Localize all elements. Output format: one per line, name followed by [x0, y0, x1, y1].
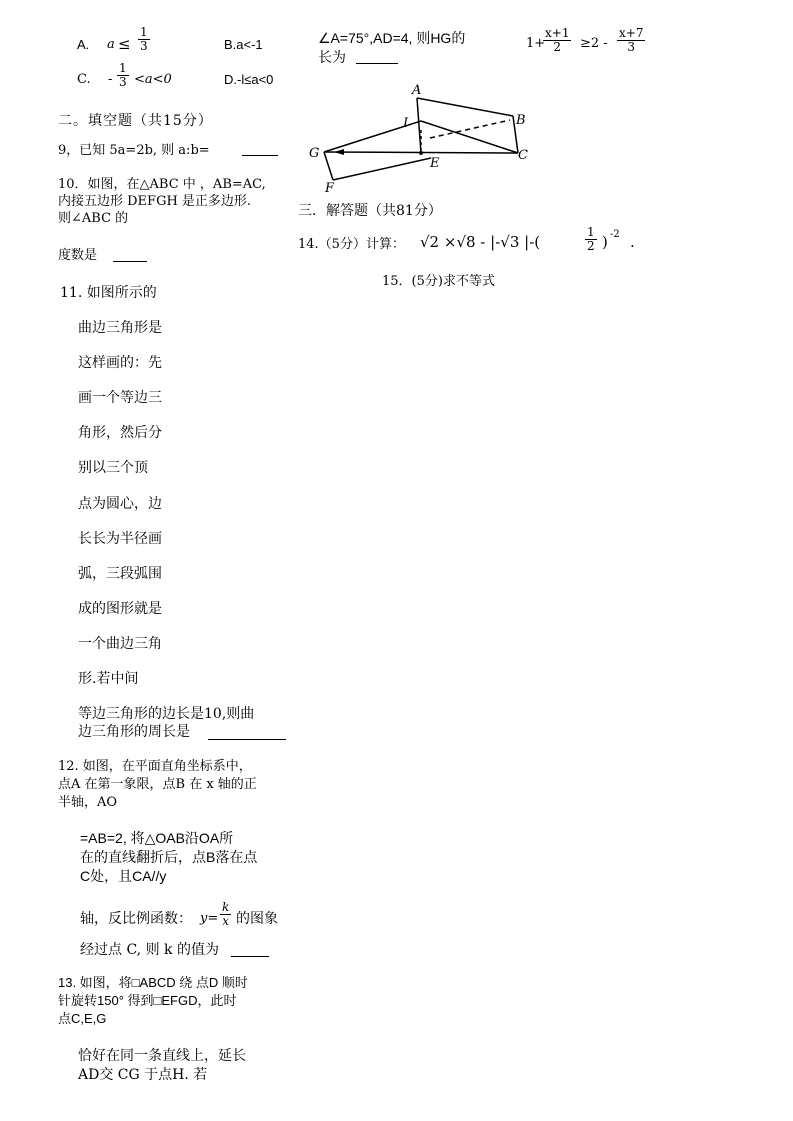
q9-text: 9，已知 5a=2b, 则 a:b= — [58, 143, 210, 158]
q10-line3: 则∠ABC 的 — [58, 211, 129, 226]
q13-continued: ∠A=75°,AD=4, 则HG的 — [318, 30, 466, 46]
option-a-lhs: a — [107, 37, 115, 52]
q12-line1: 12. 如图，在平面直角坐标系中， — [58, 759, 252, 774]
q13-continued-2: 长为 — [318, 49, 346, 65]
segment-fe — [333, 158, 431, 180]
inequality-fraction-2 — [617, 27, 645, 54]
segment-ab — [417, 98, 513, 116]
option-a-denominator: 3 — [140, 39, 148, 53]
q13-answer-blank — [356, 63, 398, 64]
q12-line7b: 的图象 — [236, 911, 278, 927]
label-e: E — [430, 156, 440, 171]
option-d: D.-l≤a<0 — [224, 72, 274, 87]
option-a-relation: ≤ — [118, 35, 131, 53]
q10-line2: 内接五边形 DEFGH 是正多边形. — [58, 194, 252, 209]
label-i: I — [403, 116, 409, 131]
option-c-fraction — [117, 62, 129, 89]
option-b: B.a<-1 — [224, 37, 263, 52]
section-3-heading: 三．解答题（共81分） — [298, 203, 442, 219]
option-c-rest: <a<0 — [134, 72, 172, 87]
q12-line2: 点A 在第一象限，点B 在 x 轴的正 — [58, 777, 257, 792]
inequality-denominator-1: 2 — [553, 40, 562, 54]
q11-line: 别以三个顶 — [78, 460, 148, 476]
option-a-fraction — [138, 26, 150, 53]
inequality-one-plus: 1+ — [526, 36, 546, 51]
label-c: C — [518, 148, 528, 163]
q11-line: 11. 如图所示的 — [60, 285, 157, 301]
option-c-denominator: 3 — [119, 75, 127, 89]
q13-line3: 点C,E,G — [58, 1011, 107, 1026]
inequality-numerator-2: x+7 — [619, 26, 644, 40]
label-g: G — [309, 146, 320, 161]
option-a-label: A. — [77, 37, 90, 52]
q15-text: 15．(5分)求不等式 — [382, 274, 495, 289]
segment-ic — [421, 121, 518, 153]
q14-numerator: 1 — [587, 225, 595, 239]
option-a-numerator: 1 — [140, 25, 148, 39]
q12-answer-blank — [231, 956, 269, 957]
q11-line-14: 边三角形的周长是 — [78, 724, 190, 740]
q14-denominator: 2 — [587, 239, 595, 253]
q10-line4: 度数是 — [58, 248, 98, 263]
segment-dashed-eb — [430, 120, 510, 138]
q11-line: 这样画的：先 — [78, 355, 162, 371]
q11-line: 一个曲边三角 — [78, 636, 162, 652]
arrow-head — [334, 149, 344, 155]
q12-fraction — [220, 901, 231, 928]
option-c-minus: - — [108, 72, 113, 87]
q14-exponent: -2 — [610, 229, 620, 240]
q12-function-y: y= — [200, 911, 219, 926]
q11-line: 形.若中间 — [78, 671, 139, 687]
q12-line7a: 轴，反比例函数： — [80, 911, 192, 927]
q12-line8: 经过点 C, 则 k 的值为 — [80, 942, 219, 958]
q11-line-13: 等边三角形的边长是10,则曲 — [78, 706, 255, 722]
q13-line1: 13. 如图，将□ABCD 绕 点D 顺时 — [58, 975, 248, 990]
q11-line: 弧，三段弧围 — [78, 566, 162, 582]
q14-fraction — [585, 226, 597, 253]
option-c-numerator: 1 — [119, 61, 127, 75]
point-e — [419, 151, 423, 155]
q12-line3: 半轴，AO — [58, 795, 118, 810]
q13-line2: 针旋转150° 得到□EFGD，此时 — [58, 993, 237, 1008]
q12-line4: =AB=2, 将△OAB沿OA所 — [80, 830, 234, 846]
q12-line5: 在的直线翻折后，点B落在点 — [80, 849, 258, 865]
label-f: F — [325, 181, 335, 196]
label-a: A — [412, 83, 422, 98]
q11-answer-blank — [208, 739, 286, 740]
option-c-label: C. — [77, 72, 91, 87]
q12-line6: C处，且CA//y — [80, 868, 167, 884]
q11-line: 长长为半径画 — [78, 531, 162, 547]
section-2-heading: 二。填空题（共15分） — [58, 113, 213, 129]
label-b: B — [516, 113, 526, 128]
geometry-figure — [300, 78, 540, 200]
q10-answer-blank — [113, 261, 147, 262]
inequality-fraction-1 — [543, 27, 571, 54]
q13-line5: AD交 CG 于点H. 若 — [78, 1067, 208, 1083]
q12-numerator: k — [222, 900, 230, 914]
q11-line: 角形，然后分 — [78, 425, 162, 441]
q14-period: . — [630, 233, 635, 251]
q14-label: 14.（5分）计算： — [298, 237, 405, 252]
q14-expression: √2 ×√8 - |-√3 |-( — [420, 233, 541, 251]
inequality-denominator-2: 3 — [627, 40, 636, 54]
q12-denominator: x — [222, 914, 230, 928]
q14-close-paren: ) — [602, 233, 608, 251]
inequality-ge: ≥2 - — [580, 36, 608, 51]
q13-line4: 恰好在同一条直线上，延长 — [78, 1048, 246, 1064]
segment-gf — [324, 152, 333, 180]
q11-line: 点为圆心，边 — [78, 496, 162, 512]
q11-line: 画一个等边三 — [78, 390, 162, 406]
q10-line1: 10．如图，在△ABC 中 ，AB=AC, — [58, 177, 266, 192]
q11-line: 成的图形就是 — [78, 601, 162, 617]
q11-line: 曲边三角形是 — [78, 320, 162, 336]
inequality-numerator-1: x+1 — [545, 26, 570, 40]
q9-answer-blank — [242, 155, 278, 156]
